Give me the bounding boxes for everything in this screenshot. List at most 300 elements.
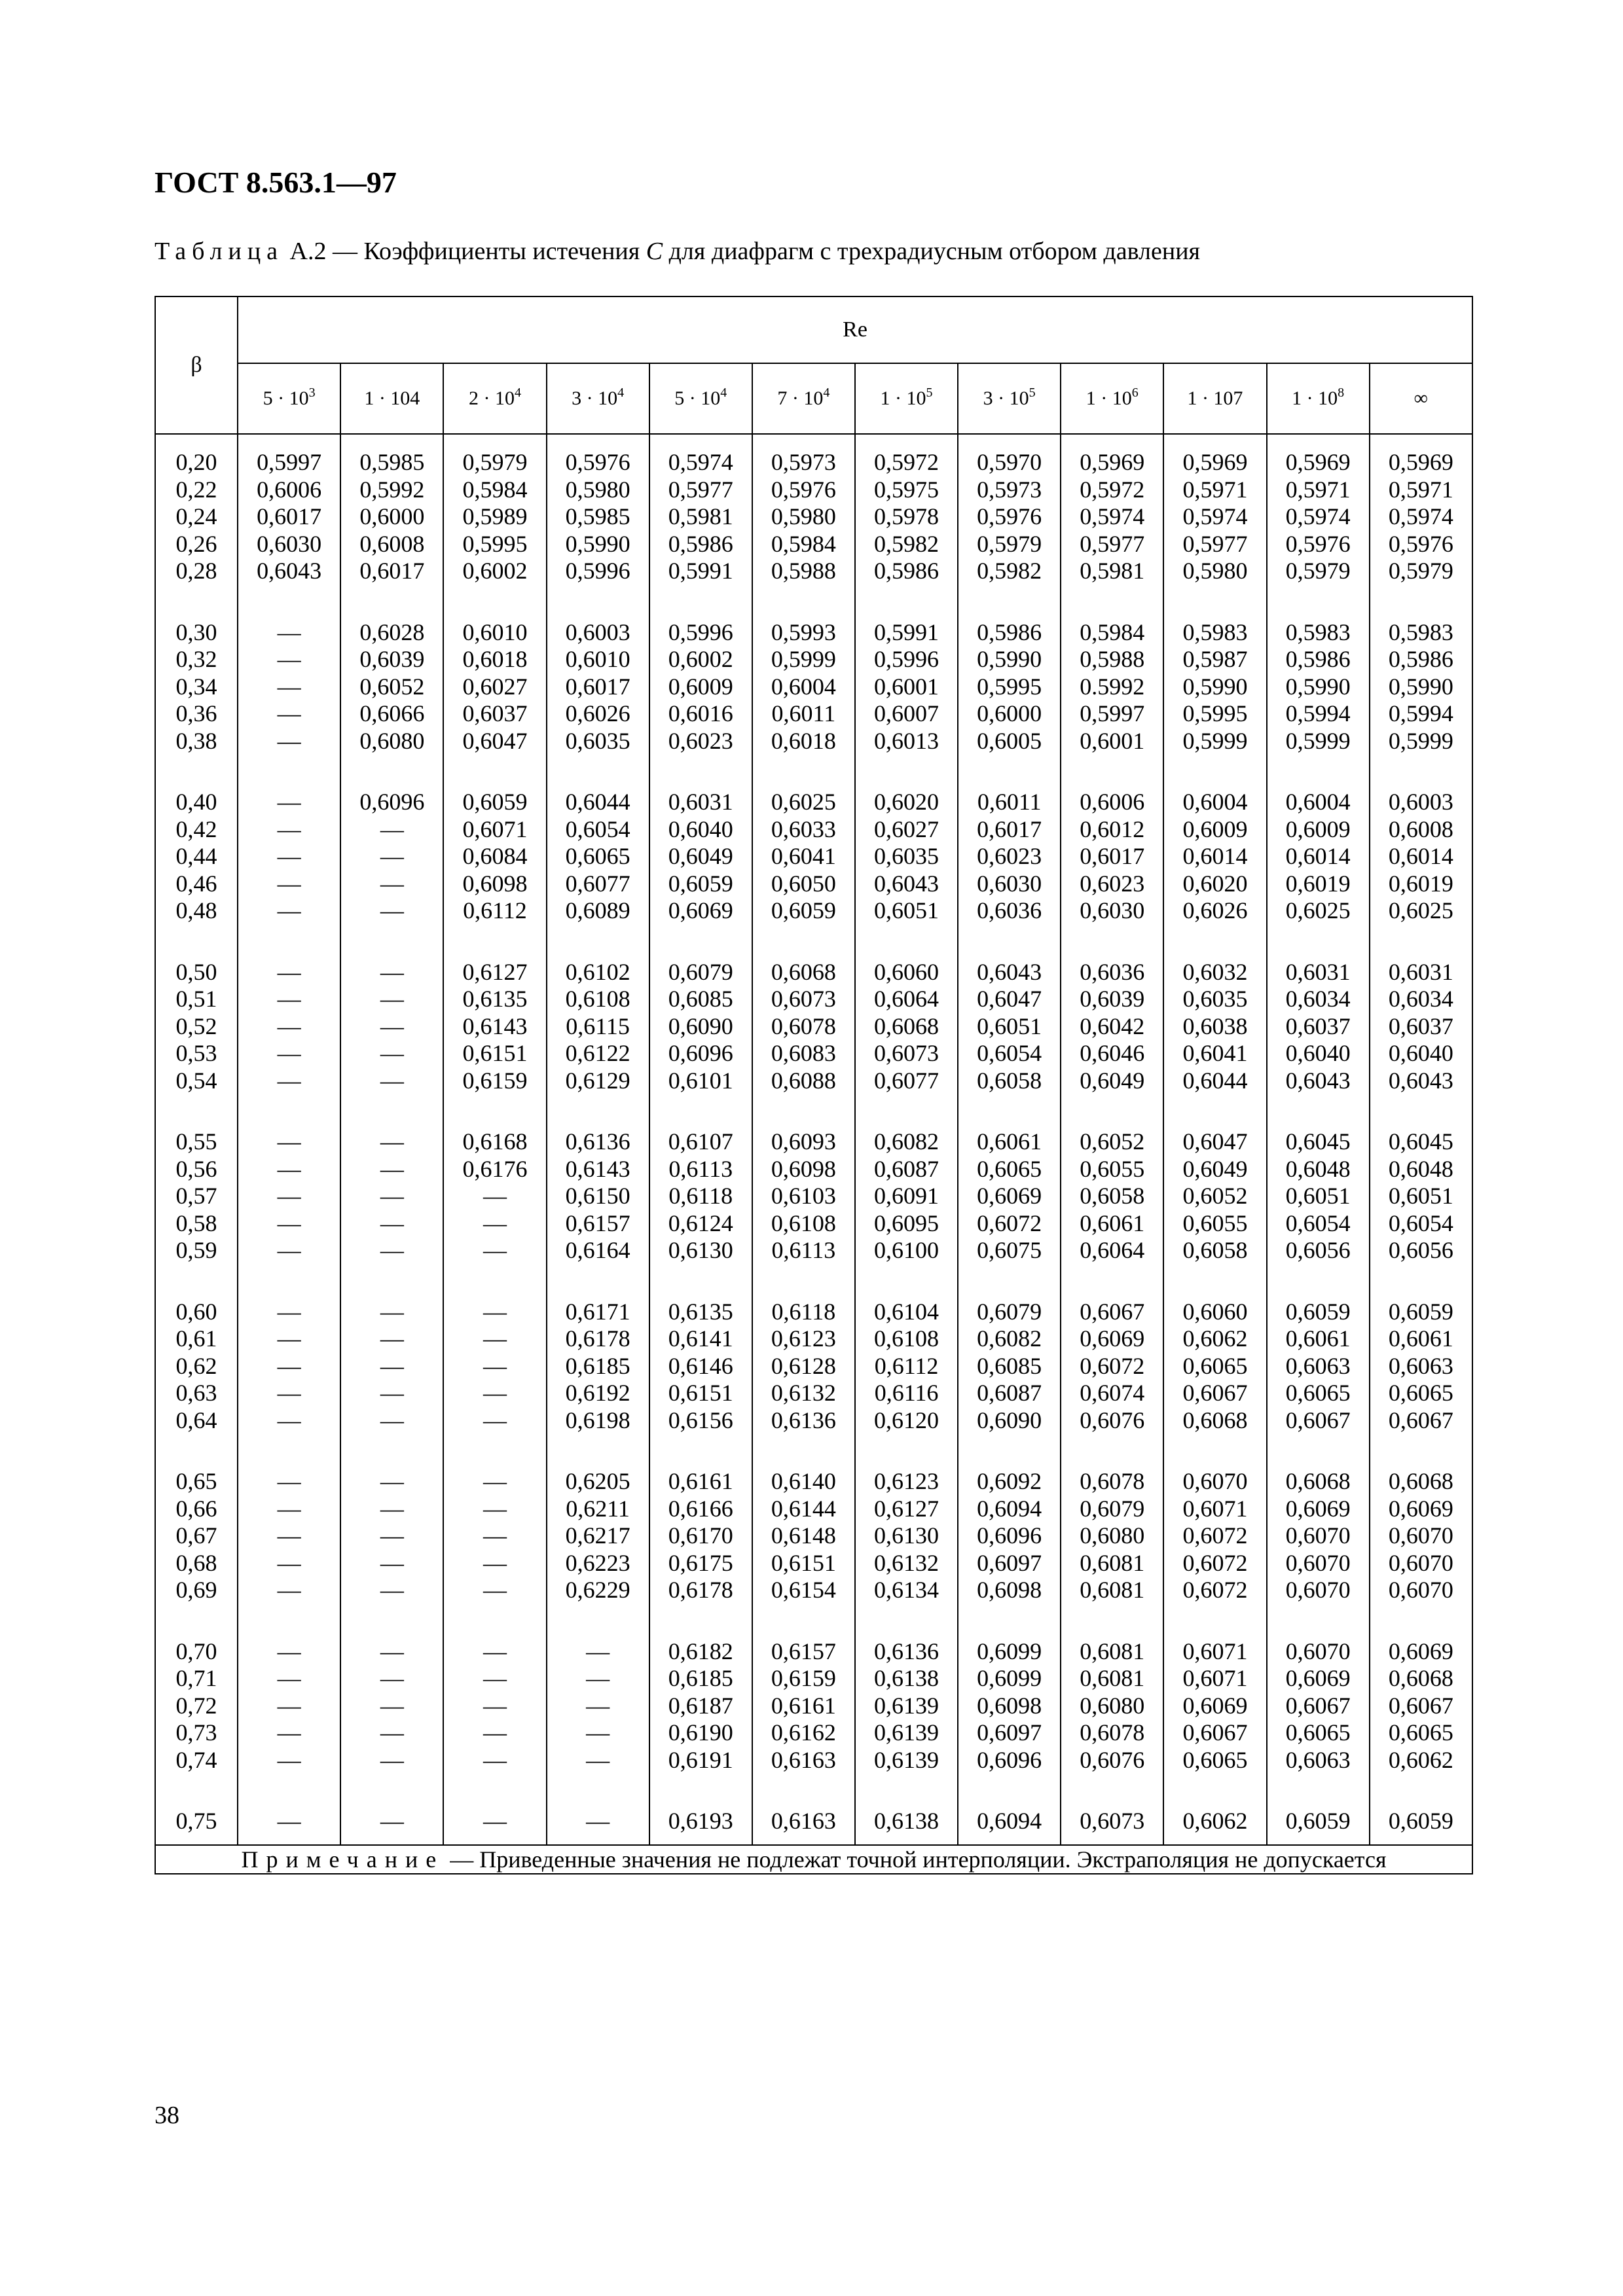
beta-value: 0,56 [175, 1155, 217, 1182]
coefficient-value: — [483, 1692, 507, 1719]
coefficient-value: 0,6040 [1388, 1040, 1453, 1066]
coefficient-value: — [380, 1155, 404, 1182]
value-cell [1267, 609, 1370, 779]
coefficient-value: 0,6005 [977, 727, 1042, 754]
coefficient-value: 0,6003 [1388, 789, 1453, 815]
coefficient-value: 0,6056 [1388, 1237, 1453, 1263]
coefficient-value: — [277, 1155, 301, 1182]
coefficient-value: — [277, 1352, 301, 1379]
coefficient-value: 0,6030 [257, 530, 322, 557]
coefficient-value: 0,6095 [874, 1210, 939, 1236]
coefficient-value: 0,5984 [462, 476, 528, 503]
value-cell [855, 778, 958, 948]
coefficient-value: 0,6217 [565, 1522, 630, 1549]
coefficient-value: 0,5997 [257, 449, 322, 475]
re-column-base: 3 · 10 [572, 387, 618, 409]
table-caption [155, 237, 1200, 266]
coefficient-value: — [380, 1128, 404, 1155]
value-cell [1370, 434, 1472, 609]
value-cell [443, 1288, 546, 1458]
coefficient-value: 0,6059 [771, 897, 836, 924]
coefficient-value: 0,5979 [462, 449, 528, 475]
coefficient-value: 0,6223 [565, 1549, 630, 1576]
coefficient-value: — [483, 1468, 507, 1494]
re-column-base: 5 · 10 [674, 387, 721, 409]
coefficient-value: — [483, 1665, 507, 1691]
coefficient-value: 0,6103 [771, 1183, 836, 1209]
coefficient-value: 0,6059 [1285, 1808, 1351, 1834]
coefficient-value: — [277, 1013, 301, 1039]
coefficient-value: 0,6068 [1388, 1468, 1453, 1494]
coefficient-value: 0,6161 [668, 1468, 733, 1494]
beta-value: 0,22 [175, 476, 217, 503]
coefficient-value: 0,6096 [668, 1040, 733, 1066]
value-cell [340, 609, 443, 779]
coefficient-value: 0,6025 [771, 789, 836, 815]
coefficient-value: 0,6104 [874, 1298, 939, 1325]
coefficient-value: 0,6017 [565, 673, 630, 700]
re-column-exponent: 3 [308, 386, 316, 400]
coefficient-value: 0,6067 [1388, 1407, 1453, 1433]
coefficient-value: 0,5997 [1080, 700, 1145, 726]
coefficient-value: 0,6019 [1285, 870, 1351, 897]
coefficient-value: 0,6073 [1080, 1808, 1145, 1834]
beta-value: 0,67 [175, 1522, 217, 1549]
coefficients-table [155, 296, 1473, 1874]
coefficient-value: 0,5981 [1080, 558, 1145, 584]
coefficient-value: 0,5988 [771, 558, 836, 584]
coefficient-value: — [277, 1495, 301, 1522]
coefficient-value: 0,6140 [771, 1468, 836, 1494]
beta-value: 0,74 [175, 1746, 217, 1773]
coefficient-value: 0,6036 [977, 897, 1042, 924]
value-cell [1163, 778, 1266, 948]
re-column-header [1061, 363, 1163, 434]
coefficient-value: 0,5976 [1388, 530, 1453, 557]
value-cell [1061, 609, 1163, 779]
coefficient-value: 0,6056 [1285, 1237, 1351, 1263]
coefficient-value: 0,6178 [668, 1577, 733, 1603]
value-cell [958, 778, 1061, 948]
coefficient-value: — [380, 1380, 404, 1406]
coefficient-value: 0,6211 [566, 1495, 630, 1522]
coefficient-value: 0,6099 [977, 1638, 1042, 1664]
coefficient-value: 0,6067 [1182, 1380, 1248, 1406]
value-cell [1370, 1288, 1472, 1458]
coefficient-value: 0,6064 [1080, 1237, 1145, 1263]
coefficient-value: — [380, 986, 404, 1012]
beta-cell [155, 1628, 238, 1798]
coefficient-value: 0,6069 [1285, 1665, 1351, 1691]
value-cell [1267, 434, 1370, 609]
table-body [155, 434, 1472, 1845]
coefficient-value: 0,6045 [1285, 1128, 1351, 1155]
beta-value: 0,42 [175, 816, 217, 842]
value-cell [1267, 1797, 1370, 1845]
coefficient-value: 0,6027 [874, 816, 939, 842]
coefficient-value: 0,6072 [1080, 1352, 1145, 1379]
coefficient-value: 0,6084 [462, 843, 528, 869]
value-cell [1267, 1118, 1370, 1288]
coefficient-value: 0,6136 [565, 1128, 630, 1155]
coefficient-value: — [380, 1298, 404, 1325]
coefficient-value: 0,6141 [668, 1325, 733, 1352]
coefficient-value: 0,6070 [1285, 1522, 1351, 1549]
coefficient-value: 0,5996 [874, 646, 939, 672]
coefficient-value: 0,6065 [1182, 1352, 1248, 1379]
value-cell [958, 1458, 1061, 1628]
coefficient-value: 0,6054 [565, 816, 630, 842]
coefficient-value: 0,6187 [668, 1692, 733, 1719]
coefficient-value: 0,6143 [462, 1013, 528, 1039]
coefficient-value: 0,6061 [1388, 1325, 1453, 1352]
beta-header: β [155, 296, 238, 434]
coefficient-value: — [586, 1746, 610, 1773]
coefficient-value: 0,6019 [1388, 870, 1453, 897]
value-cell [238, 1458, 340, 1628]
coefficient-value: 0,6163 [771, 1808, 836, 1834]
coefficient-value: — [483, 1577, 507, 1603]
coefficient-value: — [277, 816, 301, 842]
coefficient-value: — [277, 1522, 301, 1549]
coefficient-value: 0,6047 [462, 727, 528, 754]
coefficient-value: 0,6092 [977, 1468, 1042, 1494]
coefficient-value: 0,6013 [874, 727, 939, 754]
coefficient-value: 0,5974 [668, 449, 733, 475]
coefficient-value: 0,6071 [1182, 1638, 1248, 1664]
coefficient-value: 0,5971 [1182, 476, 1248, 503]
coefficient-value: 0,6000 [359, 503, 425, 529]
coefficient-value: 0,6070 [1388, 1522, 1453, 1549]
coefficient-value: — [277, 1407, 301, 1433]
coefficient-value: 0,6037 [462, 700, 528, 726]
value-cell [752, 434, 855, 609]
caption-text-after: для диафрагм с трехрадиусным отбором давления [663, 238, 1201, 265]
coefficient-value: — [483, 1237, 507, 1263]
coefficient-value: 0,6048 [1285, 1155, 1351, 1182]
coefficient-value: 0,6159 [771, 1665, 836, 1691]
coefficient-value: 0,6018 [771, 727, 836, 754]
table-row-group [155, 1288, 1472, 1458]
value-cell [855, 948, 958, 1119]
coefficient-value: 0,6088 [771, 1067, 836, 1094]
coefficient-value: 0,6065 [1182, 1746, 1248, 1773]
coefficient-value: 0,5977 [668, 476, 733, 503]
coefficient-value: 0,5992 [359, 476, 425, 503]
re-column-header [443, 363, 546, 434]
coefficient-value: 0,6081 [1080, 1549, 1145, 1576]
coefficient-value: 0,5979 [977, 530, 1042, 557]
coefficient-value: — [380, 1210, 404, 1236]
coefficient-value: 0,6055 [1080, 1155, 1145, 1182]
table-row-group [155, 609, 1472, 779]
coefficient-value: 0,6043 [977, 958, 1042, 985]
coefficient-value: 0,5999 [771, 646, 836, 672]
coefficient-value: 0,6047 [977, 986, 1042, 1012]
coefficient-value: 0,6066 [359, 700, 425, 726]
beta-value: 0,46 [175, 870, 217, 897]
coefficient-value: 0,6077 [565, 870, 630, 897]
re-column-exponent: 8 [1338, 386, 1345, 400]
coefficient-value: 0,6020 [1182, 870, 1248, 897]
coefficient-value: 0,6101 [668, 1067, 733, 1094]
coefficient-value: 0,6091 [874, 1183, 939, 1209]
value-cell [855, 1118, 958, 1288]
coefficient-value: 0,5982 [977, 558, 1042, 584]
coefficient-value: 0,6127 [874, 1495, 939, 1522]
table-row-group [155, 434, 1472, 609]
value-cell [1061, 778, 1163, 948]
coefficient-value: 0,5980 [1182, 558, 1248, 584]
coefficient-value: — [380, 1665, 404, 1691]
value-cell [547, 1458, 649, 1628]
coefficient-value: 0,6059 [1388, 1808, 1453, 1834]
value-cell [958, 609, 1061, 779]
coefficient-value: — [277, 1380, 301, 1406]
coefficient-value: 0,6028 [359, 619, 425, 645]
coefficient-value: — [380, 1719, 404, 1746]
coefficient-value: 0,6098 [977, 1692, 1042, 1719]
coefficient-value: 0,5987 [1182, 646, 1248, 672]
coefficient-value: 0,6108 [565, 986, 630, 1012]
coefficient-value: — [277, 1237, 301, 1263]
coefficient-value: — [277, 727, 301, 754]
value-cell [443, 609, 546, 779]
coefficient-value: 0,5974 [1080, 503, 1145, 529]
value-cell [1163, 1458, 1266, 1628]
coefficient-value: 0,5986 [1388, 646, 1453, 672]
coefficient-value: 0,6069 [1182, 1692, 1248, 1719]
coefficient-value: 0,6136 [771, 1407, 836, 1433]
re-column-header [649, 363, 752, 434]
coefficient-value: 0,6073 [874, 1040, 939, 1066]
value-cell [958, 1628, 1061, 1798]
coefficient-value: 0,5978 [874, 503, 939, 529]
coefficient-value: — [483, 1325, 507, 1352]
coefficient-value: 0,6096 [977, 1522, 1042, 1549]
value-cell [855, 1458, 958, 1628]
coefficient-value: 0,6113 [668, 1155, 733, 1182]
value-cell [958, 434, 1061, 609]
coefficient-value: — [277, 1808, 301, 1834]
coefficient-value: 0,6157 [565, 1210, 630, 1236]
coefficient-value: 0,6100 [874, 1237, 939, 1263]
re-column-base: 1 · 10 [1292, 387, 1338, 409]
coefficient-value: — [277, 1067, 301, 1094]
value-cell [649, 778, 752, 948]
coefficient-value: 0,6098 [462, 870, 528, 897]
coefficient-value: 0,6035 [1182, 986, 1248, 1012]
coefficient-value: 0,6006 [1080, 789, 1145, 815]
coefficient-value: 0,6058 [977, 1067, 1042, 1094]
value-cell [752, 1288, 855, 1458]
value-cell [340, 1458, 443, 1628]
coefficient-value: 0,5985 [565, 503, 630, 529]
coefficient-value: 0,6043 [1388, 1067, 1453, 1094]
coefficient-value: — [277, 897, 301, 924]
value-cell [958, 1797, 1061, 1845]
coefficient-value: — [277, 843, 301, 869]
coefficient-value: 0,6070 [1285, 1549, 1351, 1576]
coefficient-value: 0,6063 [1285, 1352, 1351, 1379]
coefficient-value: 0,6072 [1182, 1522, 1248, 1549]
coefficient-value: 0,6065 [1285, 1719, 1351, 1746]
caption-symbol: С [646, 238, 663, 265]
coefficient-value: 0,6046 [1080, 1040, 1145, 1066]
coefficient-value: 0,5986 [874, 558, 939, 584]
coefficient-value: 0,6065 [977, 1155, 1042, 1182]
coefficient-value: — [277, 1549, 301, 1576]
value-cell [855, 1797, 958, 1845]
re-column-base: ∞ [1413, 387, 1429, 409]
coefficient-value: 0,5984 [1080, 619, 1145, 645]
value-cell [443, 434, 546, 609]
coefficient-value: — [277, 1183, 301, 1209]
value-cell [649, 948, 752, 1119]
re-column-base: 3 · 10 [983, 387, 1029, 409]
coefficient-value: 0,6068 [1285, 1468, 1351, 1494]
value-cell [443, 1797, 546, 1845]
coefficient-value: 0,6079 [668, 958, 733, 985]
value-cell [238, 778, 340, 948]
beta-value: 0,34 [175, 673, 217, 700]
re-column-header [1267, 363, 1370, 434]
table-row-group [155, 778, 1472, 948]
note-text: — Приведенные значения не подлежат точной интерполяции. Экстраполяция не допускается [444, 1846, 1387, 1873]
coefficient-value: — [483, 1298, 507, 1325]
coefficient-value: 0,6198 [565, 1407, 630, 1433]
value-cell [547, 1797, 649, 1845]
coefficient-value: 0,6030 [1080, 897, 1145, 924]
value-cell [238, 1628, 340, 1798]
coefficient-value: 0,5986 [977, 619, 1042, 645]
coefficient-value: 0,6085 [668, 986, 733, 1012]
value-cell [1061, 434, 1163, 609]
value-cell [1163, 948, 1266, 1119]
coefficient-value: 0,6040 [1285, 1040, 1351, 1066]
coefficient-value: 0,5976 [1285, 530, 1351, 557]
coefficient-value: 0,6034 [1388, 986, 1453, 1012]
coefficient-value: 0,6059 [462, 789, 528, 815]
coefficient-value: 0,5988 [1080, 646, 1145, 672]
coefficient-value: 0,6051 [1285, 1183, 1351, 1209]
coefficient-value: 0,6120 [874, 1407, 939, 1433]
coefficient-value: 0,6162 [771, 1719, 836, 1746]
coefficient-value: 0,6051 [874, 897, 939, 924]
coefficient-value: 0,6027 [462, 673, 528, 700]
coefficient-value: — [277, 1210, 301, 1236]
coefficient-value: 0,5990 [1182, 673, 1248, 700]
coefficient-value: 0,6123 [771, 1325, 836, 1352]
coefficient-value: 0,6004 [1182, 789, 1248, 815]
coefficient-value: 0,5991 [874, 619, 939, 645]
page-number: 38 [155, 2102, 179, 2129]
coefficient-value: 0,6090 [977, 1407, 1042, 1433]
beta-cell [155, 948, 238, 1119]
coefficient-value: 0,6070 [1285, 1577, 1351, 1603]
re-column-exponent: 4 [823, 386, 830, 400]
coefficient-value: 0,6190 [668, 1719, 733, 1746]
coefficient-value: — [380, 870, 404, 897]
coefficient-value: 0,6175 [668, 1549, 733, 1576]
coefficient-value: 0,6078 [771, 1013, 836, 1039]
coefficient-value: 0,6049 [1182, 1155, 1248, 1182]
coefficient-value: 0,6083 [771, 1040, 836, 1066]
coefficient-value: — [277, 1128, 301, 1155]
coefficient-value: — [380, 1577, 404, 1603]
coefficient-value: 0,6116 [874, 1380, 939, 1406]
value-cell [1370, 948, 1472, 1119]
coefficient-value: 0,6081 [1080, 1577, 1145, 1603]
beta-value: 0,51 [175, 986, 217, 1012]
value-cell [1267, 1458, 1370, 1628]
coefficient-value: 0,5989 [462, 503, 528, 529]
value-cell [1267, 1288, 1370, 1458]
coefficient-value: — [380, 1522, 404, 1549]
value-cell [1061, 948, 1163, 1119]
value-cell [238, 609, 340, 779]
coefficient-value: 0,5974 [1182, 503, 1248, 529]
coefficient-value: 0,6087 [977, 1380, 1042, 1406]
coefficient-value: 0,6043 [257, 558, 322, 584]
coefficient-value: 0,6023 [668, 727, 733, 754]
coefficient-value: 0,6023 [1080, 870, 1145, 897]
coefficient-value: 0,6009 [668, 673, 733, 700]
coefficient-value: 0,6010 [462, 619, 528, 645]
value-cell [547, 778, 649, 948]
coefficient-value: 0,5977 [1182, 530, 1248, 557]
coefficient-value: 0,6097 [977, 1549, 1042, 1576]
coefficient-value: 0,6135 [462, 986, 528, 1012]
coefficient-value: 0,6098 [977, 1577, 1042, 1603]
coefficient-value: 0,6052 [359, 673, 425, 700]
coefficient-value: 0,6171 [565, 1298, 630, 1325]
beta-cell [155, 609, 238, 779]
beta-value: 0,62 [175, 1352, 217, 1379]
coefficient-value: 0,6102 [565, 958, 630, 985]
coefficient-value: 0,6045 [1388, 1128, 1453, 1155]
table-row-group [155, 1118, 1472, 1288]
value-cell [1061, 1628, 1163, 1798]
coefficient-value: 0,6037 [1388, 1013, 1453, 1039]
coefficient-value: 0,6031 [1388, 958, 1453, 985]
coefficient-value: 0,6063 [1388, 1352, 1453, 1379]
coefficient-value: 0,5979 [1388, 558, 1453, 584]
coefficient-value: 0,6118 [771, 1298, 836, 1325]
beta-value: 0,52 [175, 1013, 217, 1039]
re-column-header [238, 363, 340, 434]
beta-value: 0,20 [175, 449, 217, 475]
coefficient-value: 0,6068 [874, 1013, 939, 1039]
coefficient-value: 0,6132 [771, 1380, 836, 1406]
coefficient-value: 0,6067 [1285, 1407, 1351, 1433]
coefficient-value: 0,6112 [463, 897, 527, 924]
re-column-header [1163, 363, 1266, 434]
coefficient-value: 0,6068 [1388, 1665, 1453, 1691]
coefficient-value: 0,6051 [1388, 1183, 1453, 1209]
coefficient-value: 0,6161 [771, 1692, 836, 1719]
coefficient-value: 0,6002 [462, 558, 528, 584]
coefficient-value: 0,6023 [977, 843, 1042, 869]
re-column-base: 1 · 10 [1085, 387, 1132, 409]
coefficient-value: 0,6166 [668, 1495, 733, 1522]
coefficient-value: 0,5977 [1080, 530, 1145, 557]
coefficient-value: 0,6108 [771, 1210, 836, 1236]
note-label: Примечание [241, 1846, 445, 1873]
coefficient-value: 0,5983 [1285, 619, 1351, 645]
coefficient-value: 0,5981 [668, 503, 733, 529]
coefficient-value: 0,5973 [771, 449, 836, 475]
